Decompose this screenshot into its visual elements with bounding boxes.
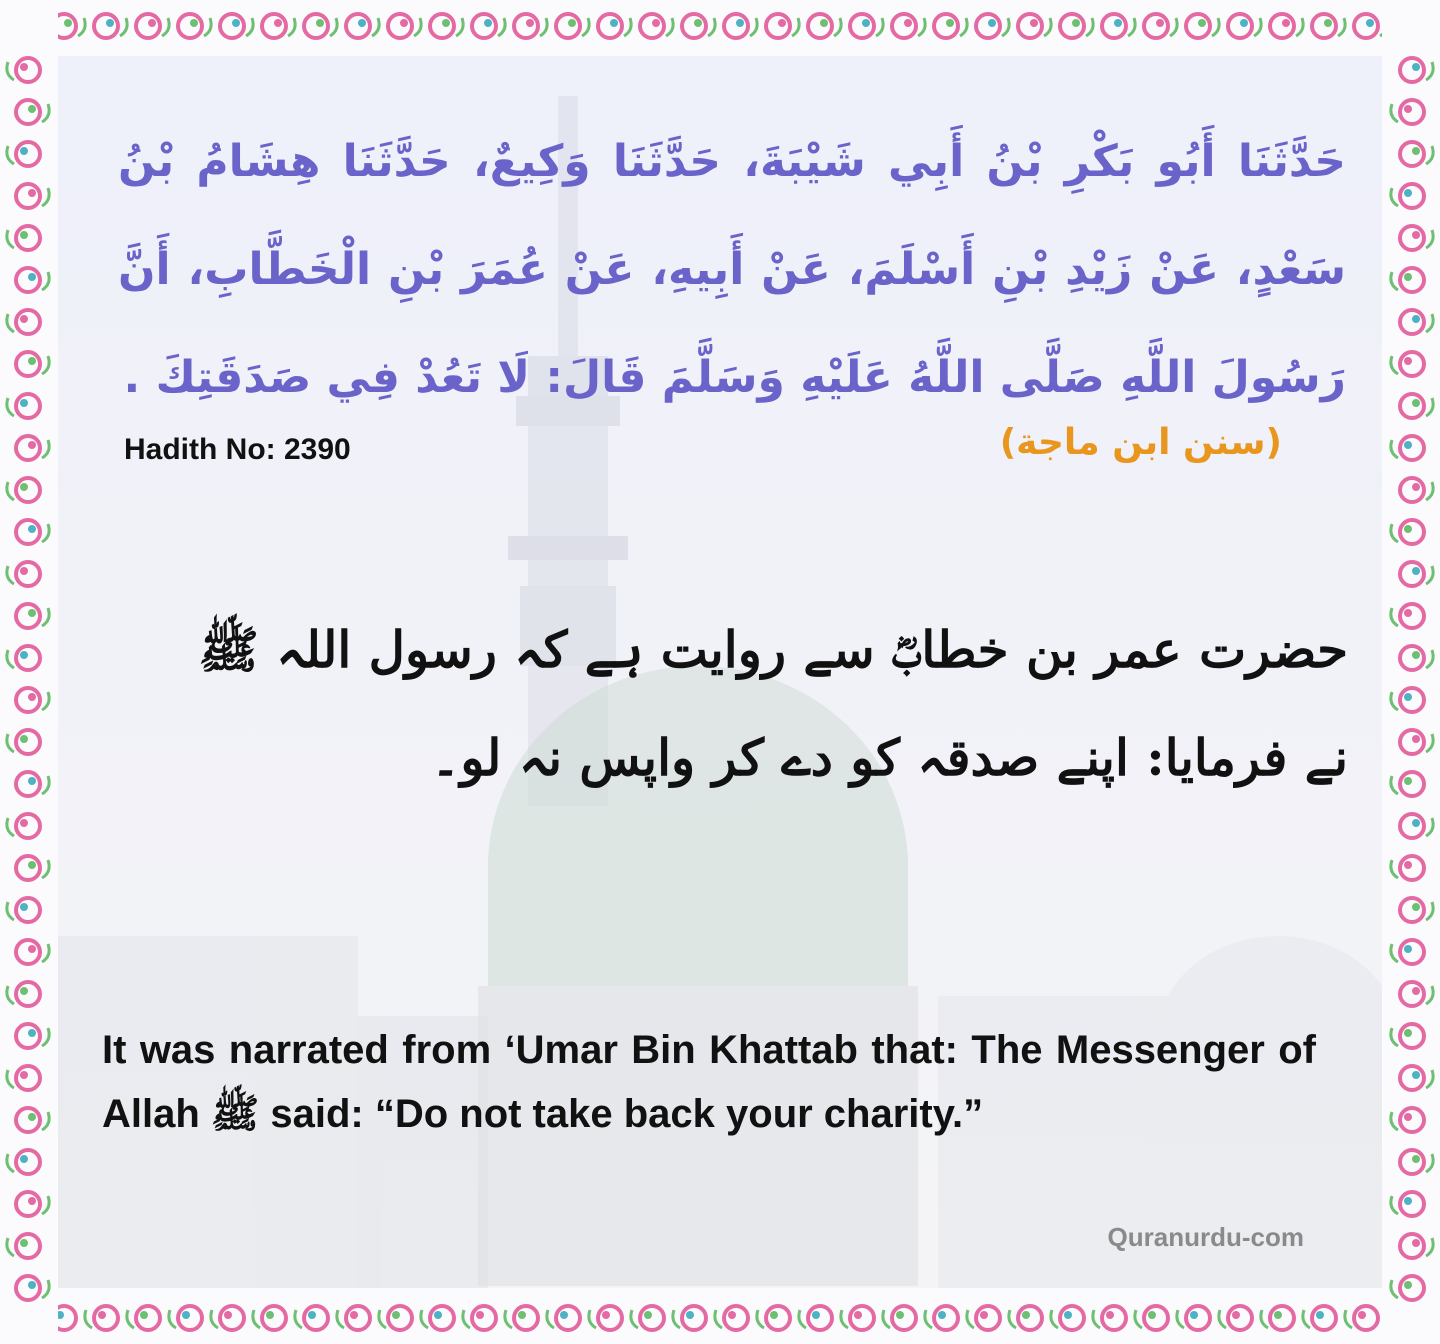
floral-border-left xyxy=(0,0,58,1344)
english-translation: It was narrated from ‘Umar Bin Khattab that: The Messenger of Allah ﷺ said: “Do not take back your charity.” xyxy=(102,1028,1316,1136)
site-watermark: Quranurdu-com xyxy=(1107,1222,1304,1252)
floral-border-bottom xyxy=(0,1288,1440,1344)
arabic-hadith-text: حَدَّثَنَا أَبُو بَكْرِ بْنُ أَبِي شَيْبَةَ، حَدَّثَنَا وَكِيعٌ، حَدَّثَنَا هِشَامُ بْنُ سَعْدٍ، عَنْ زَيْدِ بْنِ أَسْلَمَ، عَنْ أَبِيهِ، عَنْ عُمَرَ بْنِ الْخَطَّابِ، أَنَّ رَسُولَ اللَّهِ صَلَّى اللَّهُ عَلَيْهِ وَسَلَّمَ قَالَ: لَا تَعُدْ فِي صَدَقَتِكَ . xyxy=(118,136,1346,403)
floral-border-right xyxy=(1382,0,1440,1344)
hadith-number: Hadith No: 2390 xyxy=(124,433,351,466)
source-reference: (سنن ابن ماجة) xyxy=(999,422,1282,463)
urdu-translation: حضرت عمر بن خطابؓ سے روایت ہے کہ رسول اللہ ﷺ نے فرمایا: اپنے صدقہ کو دے کر واپس نہ لو۔ xyxy=(198,620,1348,787)
floral-border-top xyxy=(0,0,1440,56)
content-panel xyxy=(58,56,1382,1288)
